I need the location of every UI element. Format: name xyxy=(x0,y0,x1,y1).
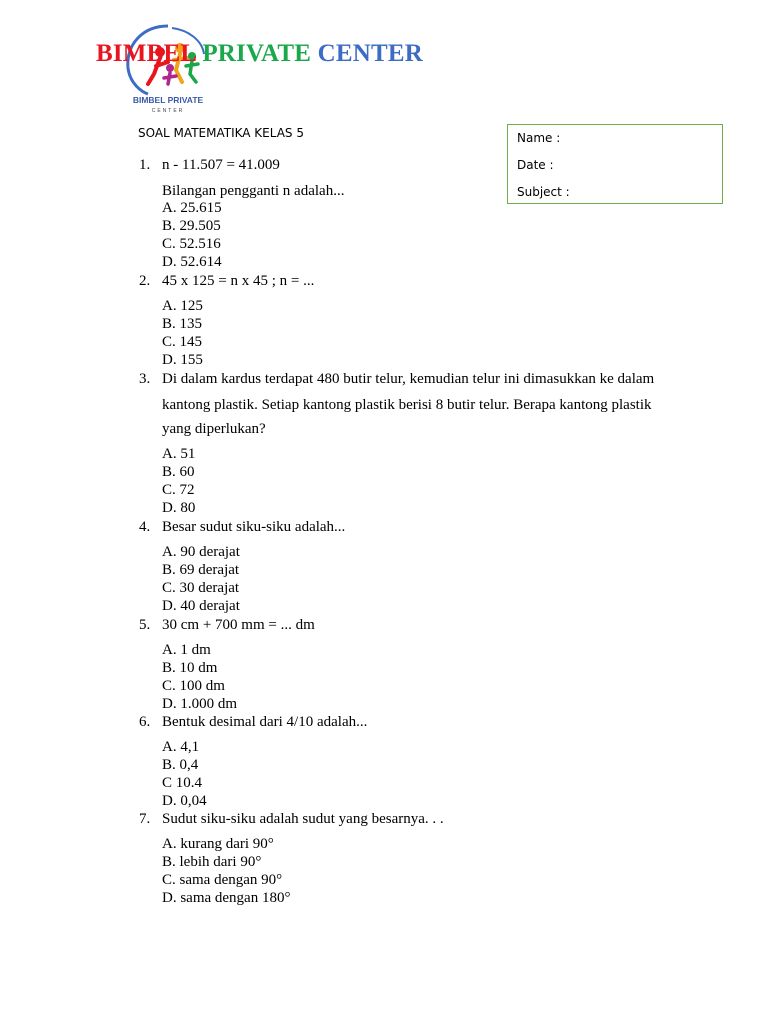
question-number: 6. xyxy=(139,714,151,730)
answer-option: A. 125 xyxy=(162,298,203,314)
question-text: Bentuk desimal dari 4/10 adalah... xyxy=(162,714,368,730)
answer-option: D. 0,04 xyxy=(162,793,207,809)
question-number: 4. xyxy=(139,519,151,535)
answer-option: D. 40 derajat xyxy=(162,598,240,614)
question-text: Di dalam kardus terdapat 480 butir telur, kemudian telur ini dimasukkan ke dalam xyxy=(162,371,655,387)
answer-option: B. 69 derajat xyxy=(162,562,240,578)
answer-option: B. 135 xyxy=(162,316,203,332)
answer-option: A. kurang dari 90° xyxy=(162,836,274,852)
answer-option: A. 4,1 xyxy=(162,739,200,755)
worksheet-title: SOAL MATEMATIKA KELAS 5 xyxy=(138,126,304,140)
question-text: n - 11.507 = 41.009 xyxy=(162,157,280,173)
question-text: kantong plastik. Setiap kantong plastik berisi 8 butir telur. Berapa kantong plastik xyxy=(162,397,652,413)
date-label: Date : xyxy=(517,158,554,172)
answer-option: B. 29.505 xyxy=(162,218,221,234)
subject-label: Subject : xyxy=(517,185,570,199)
question-number: 1. xyxy=(139,157,151,173)
question-text: yang diperlukan? xyxy=(162,421,266,437)
question-text: Bilangan pengganti n adalah... xyxy=(162,183,345,199)
answer-option: D. 80 xyxy=(162,500,196,516)
answer-option: D. 1.000 dm xyxy=(162,696,237,712)
question-text: 45 x 125 = n x 45 ; n = ... xyxy=(162,273,315,289)
question-number: 3. xyxy=(139,371,151,387)
logo-subtext: CENTER xyxy=(151,108,185,114)
answer-option: C. sama dengan 90° xyxy=(162,872,283,888)
header-title xyxy=(96,40,423,68)
answer-option: A. 25.615 xyxy=(162,200,222,216)
question-text: Sudut siku-siku adalah sudut yang besarnya. . . xyxy=(162,811,444,827)
answer-option: B. lebih dari 90° xyxy=(162,854,262,870)
answer-option: D. sama dengan 180° xyxy=(162,890,291,906)
question-number: 7. xyxy=(139,811,151,827)
question-text: 30 cm + 700 mm = ... dm xyxy=(162,617,315,633)
answer-option: B. 60 xyxy=(162,464,195,480)
question-number: 2. xyxy=(139,273,151,289)
answer-option: A. 1 dm xyxy=(162,642,211,658)
logo-text: BIMBEL PRIVATE xyxy=(132,95,204,105)
answer-option: A. 90 derajat xyxy=(162,544,240,560)
answer-option: B. 0,4 xyxy=(162,757,199,773)
header-title-part: BIMBEL xyxy=(96,40,196,67)
answer-option: C 10.4 xyxy=(162,775,203,791)
question-number: 5. xyxy=(139,617,151,633)
answer-option: C. 145 xyxy=(162,334,203,350)
answer-option: C. 72 xyxy=(162,482,195,498)
header-title-part: PRIVATE xyxy=(202,40,312,67)
name-label: Name : xyxy=(517,131,561,145)
answer-option: C. 30 derajat xyxy=(162,580,240,596)
answer-option: B. 10 dm xyxy=(162,660,218,676)
answer-option: A. 51 xyxy=(162,446,196,462)
question-text: Besar sudut siku-siku adalah... xyxy=(162,519,346,535)
answer-option: D. 155 xyxy=(162,352,203,368)
logo-icon xyxy=(118,22,218,120)
answer-option: C. 52.516 xyxy=(162,236,221,252)
header-title-part: CENTER xyxy=(317,40,423,67)
info-box xyxy=(507,124,723,204)
answer-option: D. 52.614 xyxy=(162,254,222,270)
answer-option: C. 100 dm xyxy=(162,678,225,694)
